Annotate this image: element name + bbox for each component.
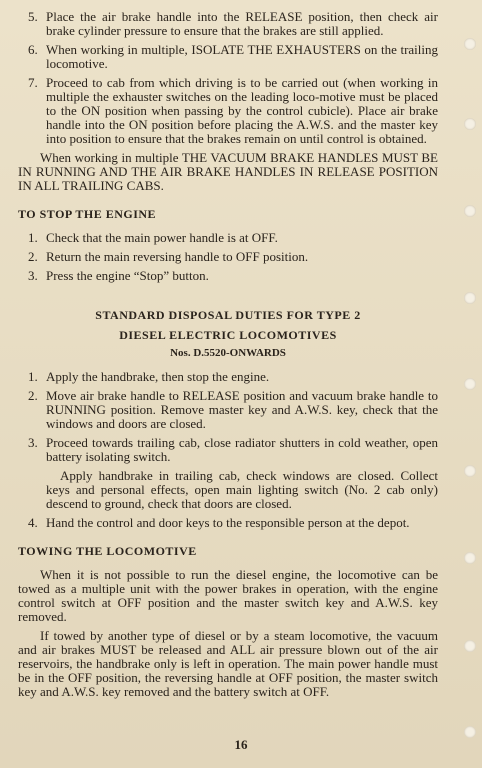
binder-hole	[464, 118, 476, 130]
binder-hole	[464, 640, 476, 652]
list-item	[18, 370, 438, 384]
binder-holes	[458, 0, 482, 768]
list-item	[18, 10, 438, 38]
list-text: Press the engine “Stop” button.	[46, 268, 209, 283]
list-number: 3.	[28, 435, 38, 450]
list-number: 2.	[28, 388, 38, 403]
list-item	[18, 250, 438, 264]
section-heading-stop-engine: TO STOP THE ENGINE	[18, 207, 157, 221]
list-text: Hand the control and door keys to the responsible person at the depot.	[46, 515, 410, 530]
list-item	[18, 269, 438, 283]
list-text: Move air brake handle to RELEASE position and vacuum brake handle to RUNNING position. Remove master key and A.W.S. key, check that the windows and doors are closed.	[46, 388, 438, 431]
section-subheading-numbers: Nos. D.5520-ONWARDS	[170, 347, 286, 359]
page-number: 16	[234, 737, 248, 752]
towing-paragraph: If towed by another type of diesel or by a steam locomotive, the vacuum and air brakes MUST be released and ALL air pressure blown out of the air reservoirs, the handbrake only is left in operation. The main power handle must be in the OFF position, the reversing handle at OFF position, the master switch key and A.W.S. key removed and the battery switch at OFF.	[18, 628, 438, 699]
binder-hole	[464, 38, 476, 50]
list-number: 7.	[28, 75, 38, 90]
binder-hole	[464, 292, 476, 304]
section-heading-disposal: STANDARD DISPOSAL DUTIES FOR TYPE 2	[95, 308, 361, 322]
binder-hole	[464, 378, 476, 390]
page-content	[18, 10, 438, 704]
towing-paragraph: When it is not possible to run the diesel engine, the locomotive can be towed as a multiple unit with the power brakes in operation, with the engine control switch at OFF position and the master switch key and A.W.S. key removed.	[18, 567, 438, 624]
list-item	[18, 389, 438, 431]
list-number: 1.	[28, 230, 38, 245]
list-text: Return the main reversing handle to OFF position.	[46, 249, 309, 264]
list-number: 5.	[28, 9, 38, 24]
list-item	[18, 516, 438, 530]
list-item	[18, 436, 438, 464]
section-heading-towing: TOWING THE LOCOMOTIVE	[18, 544, 197, 558]
list-text: Apply the handbrake, then stop the engine.	[46, 369, 270, 384]
list-number: 4.	[28, 515, 38, 530]
list-number: 2.	[28, 249, 38, 264]
list-text: Proceed to cab from which driving is to be carried out (when working in multiple the exhauster switches on the leading loco-motive must be placed to the ON position when passing by the control cubicle). Place air brake handle into the ON position before placing the A.W.S. and the master key into position to ensure that the brakes remain on until control is obtained.	[46, 75, 438, 146]
list-text: When working in multiple, ISOLATE THE EXHAUSTERS on the trailing locomotive.	[46, 42, 438, 71]
list-item	[18, 43, 438, 71]
list-item	[18, 231, 438, 245]
list-text: Proceed towards trailing cab, close radiator shutters in cold weather, open battery isolating switch.	[46, 435, 438, 464]
list-item-continuation: Apply handbrake in trailing cab, check windows are closed. Collect keys and personal effects, open main lighting switch (No. 2 cab only) descend to ground, check that doors are closed.	[46, 468, 438, 511]
binder-hole	[464, 552, 476, 564]
list-text: Check that the main power handle is at OFF.	[46, 230, 278, 245]
list-item	[18, 76, 438, 146]
list-text: Place the air brake handle into the RELEASE position, then check air brake cylinder pressure to ensure that the brakes are still applied.	[46, 9, 438, 38]
multiple-working-note: When working in multiple THE VACUUM BRAKE HANDLES MUST BE IN RUNNING AND THE AIR BRAKE HANDLES IN RELEASE POSITION IN ALL TRAILING CABS.	[18, 150, 438, 193]
list-number: 1.	[28, 369, 38, 384]
binder-hole	[464, 205, 476, 217]
binder-hole	[464, 465, 476, 477]
section-subheading-diesel: DIESEL ELECTRIC LOCOMOTIVES	[119, 328, 337, 342]
list-number: 6.	[28, 42, 38, 57]
list-number: 3.	[28, 268, 38, 283]
